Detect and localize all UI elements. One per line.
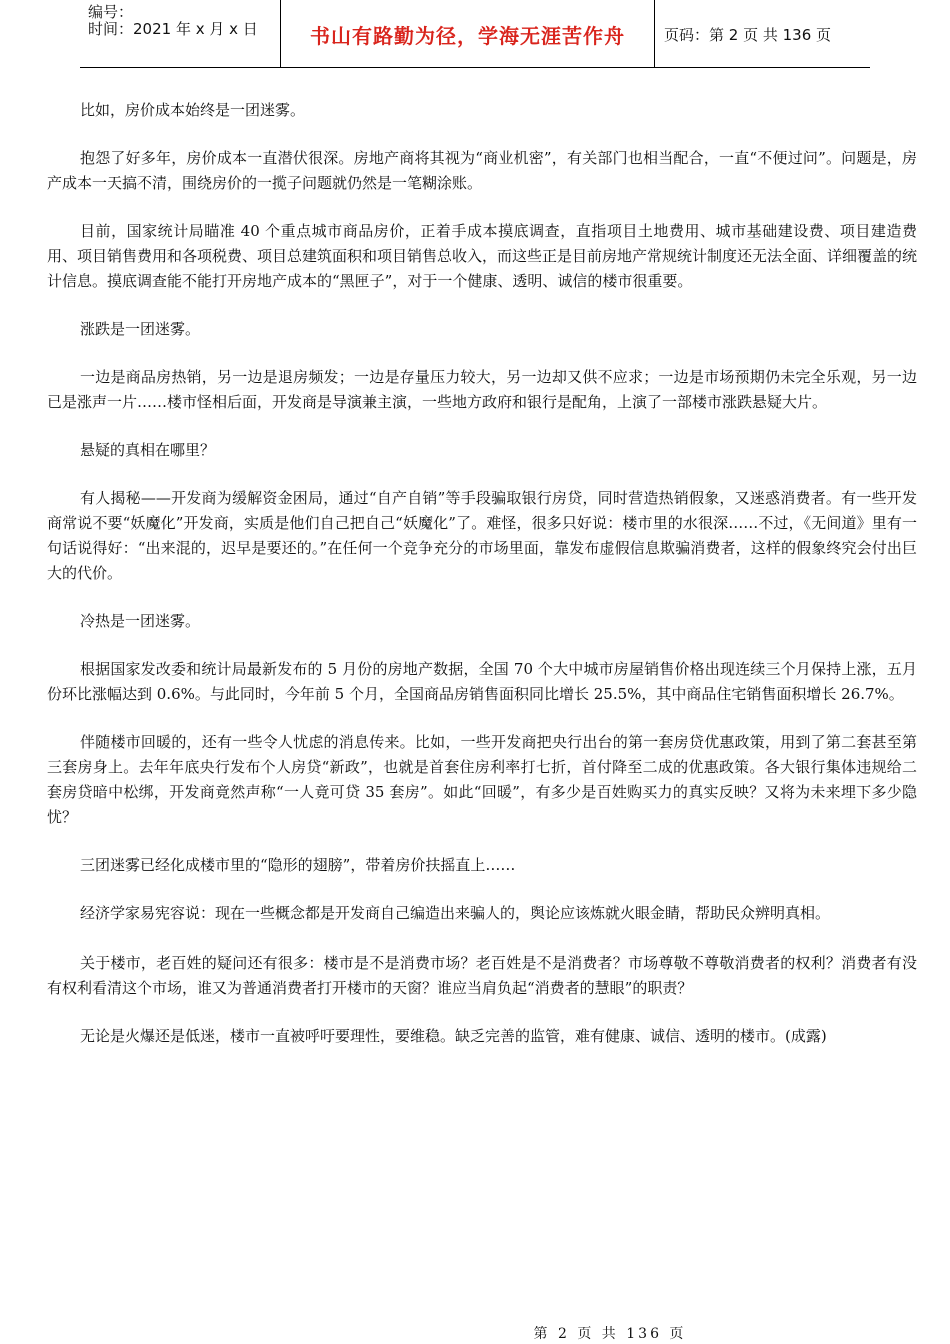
page-header bbox=[80, 0, 870, 68]
header-motto: 书山有路勤为径，学海无涯苦作舟 bbox=[281, 0, 655, 68]
paragraph: 抱怨了好多年，房价成本一直潜伏很深。房地产商将其视为“商业机密”，有关部门也相当配合，一直“不便过问”。问题是，房产成本一天搞不清，围绕房价的一揽子问题就仍然是一笔糊涂账。 bbox=[47, 149, 917, 192]
paragraph: 比如，房价成本始终是一团迷雾。 bbox=[80, 101, 306, 119]
paragraph: 关于楼市，老百姓的疑问还有很多：楼市是不是消费市场？老百姓是不是消费者？市场尊敬不尊敬消费者的权利？消费者有没有权利看清这个市场，谁又为普通消费者打开楼市的天窗？谁应当肩负起“消费者的慧眼”的职责？ bbox=[47, 954, 917, 997]
page-footer: 第 2 页 共 136 页 bbox=[533, 1326, 687, 1342]
paragraph: 经济学家易宪容说：现在一些概念都是开发商自己编造出来骗人的，舆论应该炼就火眼金睛，帮助民众辨明真相。 bbox=[80, 904, 831, 922]
paragraph: 一边是商品房热销，另一边是退房频发；一边是存量压力较大，另一边却又供不应求；一边是市场预期仍未完全乐观，另一边已是涨声一片……楼市怪相后面，开发商是导演兼主演，一些地方政府和银行是配角，上演了一部楼市涨跌悬疑大片。 bbox=[47, 368, 917, 411]
document-date-label: 时间：2021 年 x 月 x 日 bbox=[88, 20, 258, 38]
paragraph: 目前，国家统计局瞄准 40 个重点城市商品房价，正着手成本摸底调查，直指项目土地费用、城市基础建设费、项目建造费用、项目销售费用和各项税费、项目总建筑面积和项目销售总收入，而这些正是目前房地产常规统计制度还无法全面、详细覆盖的统计信息。摸底调查能不能打开房地产成本的“黑匣子”，对于一个健康、透明、诚信的楼市很重要。 bbox=[47, 222, 918, 290]
paragraph: 伴随楼市回暖的，还有一些令人忧虑的消息传来。比如，一些开发商把央行出台的第一套房贷优惠政策，用到了第二套甚至第三套房身上。去年年底央行发布个人房贷“新政”，也就是首套住房利率打七折，首付降至二成的优惠政策。各大银行集体违规给二套房贷暗中松绑，开发商竟然声称“一人竟可贷 35 套房”。如此“回暖”，有多少是百姓购买力的真实反映？又将为未来埋下多少隐忧？ bbox=[47, 733, 917, 826]
document-number-label: 编号： bbox=[88, 3, 134, 21]
header-page-info: 页码：第 2 页 共 136 页 bbox=[664, 25, 832, 44]
paragraph: 悬疑的真相在哪里？ bbox=[80, 441, 216, 459]
header-meta-cell bbox=[80, 0, 281, 68]
paragraph: 有人揭秘——开发商为缓解资金困局，通过“自产自销”等手段骗取银行房贷，同时营造热销假象，又迷惑消费者。有一些开发商常说不要“妖魔化”开发商，实质是他们自己把自己“妖魔化”了。难怪，很多只好说：楼市里的水很深……不过，《无间道》里有一句话说得好：“出来混的，迟早是要还的。”在任何一个竞争充分的市场里面，靠发布虚假信息欺骗消费者，这样的假象终究会付出巨大的代价。 bbox=[47, 489, 917, 582]
paragraph: 冷热是一团迷雾。 bbox=[80, 612, 201, 630]
document-body bbox=[47, 98, 917, 1072]
paragraph: 根据国家发改委和统计局最新发布的 5 月份的房地产数据，全国 70 个大中城市房屋销售价格出现连续三个月保持上涨，五月份环比涨幅达到 0.6%。与此同时，今年前 5 个月，全国商品房销售面积同比增长 25.5%，其中商品住宅销售面积增长 26.7%。 bbox=[47, 660, 917, 703]
paragraph: 涨跌是一团迷雾。 bbox=[80, 320, 201, 338]
paragraph: 三团迷雾已经化成楼市里的“隐形的翅膀”，带着房价扶摇直上…… bbox=[80, 856, 516, 874]
paragraph: 无论是火爆还是低迷，楼市一直被呼吁要理性，要维稳。缺乏完善的监管，难有健康、诚信、透明的楼市。(成露) bbox=[80, 1027, 827, 1045]
